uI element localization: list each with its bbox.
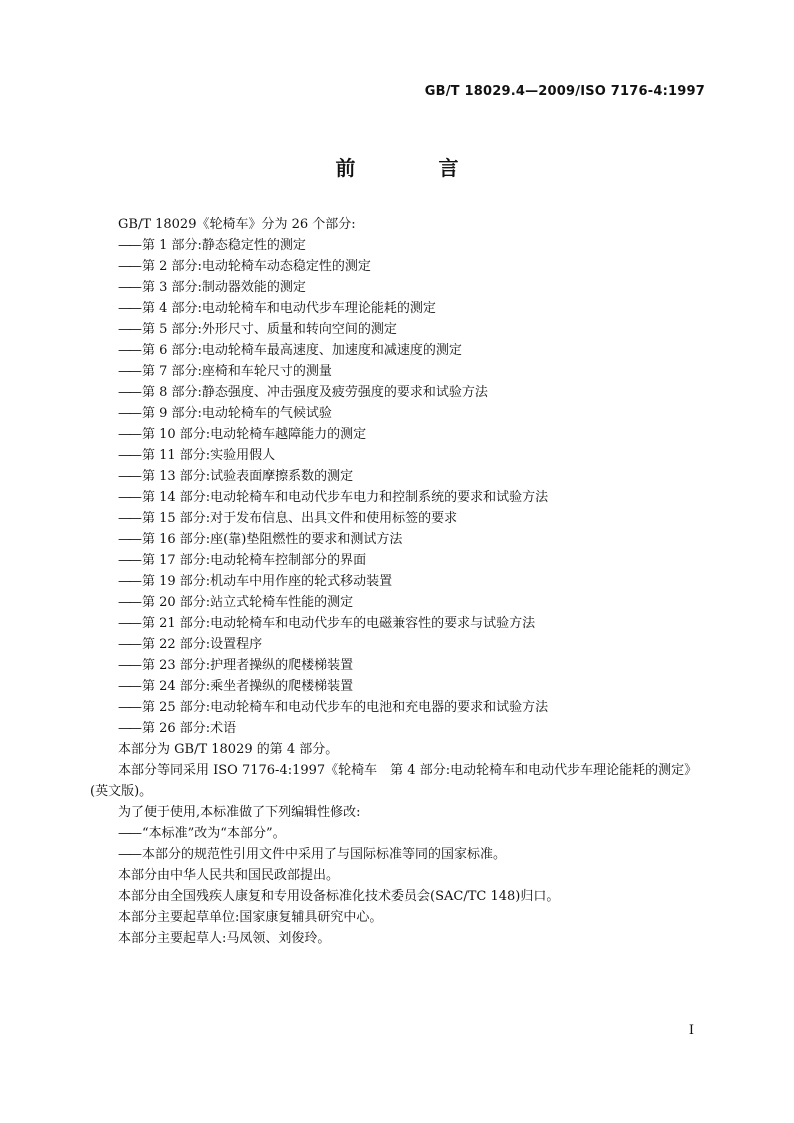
page-number: I (688, 1023, 694, 1038)
em-dash: —— (118, 721, 140, 736)
part-label: 第 13 部分:试验表面摩擦系数的测定 (142, 469, 354, 484)
list-item (90, 424, 704, 445)
edit-item (90, 844, 704, 865)
list-item (90, 571, 704, 592)
part-label: 第 8 部分:静态强度、冲击强度及疲劳强度的要求和试验方法 (142, 385, 488, 400)
em-dash: —— (118, 364, 140, 379)
list-item (90, 529, 704, 550)
list-item (90, 697, 704, 718)
em-dash: —— (118, 469, 140, 484)
list-item (90, 382, 704, 403)
list-item (90, 466, 704, 487)
em-dash: —— (118, 700, 140, 715)
em-dash: —— (118, 511, 140, 526)
em-dash: —— (118, 553, 140, 568)
list-item (90, 256, 704, 277)
em-dash: —— (118, 679, 140, 694)
em-dash: —— (118, 448, 140, 463)
edit-label: 本部分的规范性引用文件中采用了与国际标准等同的国家标准。 (142, 847, 507, 862)
list-item (90, 655, 704, 676)
em-dash: —— (118, 847, 140, 862)
standard-code: GB/T 18029.4—2009/ISO 7176-4:1997 (424, 84, 705, 99)
part-label: 第 21 部分:电动轮椅车和电动代步车的电磁兼容性的要求与试验方法 (142, 616, 536, 631)
part-label: 第 1 部分:静态稳定性的测定 (142, 238, 306, 253)
list-item (90, 445, 704, 466)
part-of-statement: 本部分为 GB/T 18029 的第 4 部分。 (118, 742, 339, 757)
list-item (90, 718, 704, 739)
preface-body (90, 214, 704, 949)
part-label: 第 14 部分:电动轮椅车和电动代步车电力和控制系统的要求和试验方法 (142, 490, 549, 505)
part-label: 第 6 部分:电动轮椅车最高速度、加速度和减速度的测定 (142, 343, 462, 358)
em-dash: —— (118, 490, 140, 505)
drafting-unit-statement: 本部分主要起草单位:国家康复辅具研究中心。 (118, 910, 383, 925)
em-dash: —— (118, 826, 140, 841)
part-label: 第 20 部分:站立式轮椅车性能的测定 (142, 595, 354, 610)
list-item (90, 340, 704, 361)
em-dash: —— (118, 637, 140, 652)
list-item (90, 403, 704, 424)
part-label: 第 10 部分:电动轮椅车越障能力的测定 (142, 427, 367, 442)
edits-intro: 为了便于使用,本标准做了下列编辑性修改: (118, 805, 361, 820)
em-dash: —— (118, 322, 140, 337)
part-label: 第 5 部分:外形尺寸、质量和转向空间的测定 (142, 322, 397, 337)
part-label: 第 4 部分:电动轮椅车和电动代步车理论能耗的测定 (142, 301, 436, 316)
list-item (90, 235, 704, 256)
em-dash: —— (118, 532, 140, 547)
part-label: 第 25 部分:电动轮椅车和电动代步车的电池和充电器的要求和试验方法 (142, 700, 549, 715)
edit-label: “本标准”改为“本部分”。 (142, 826, 286, 841)
list-item (90, 676, 704, 697)
list-item (90, 298, 704, 319)
em-dash: —— (118, 385, 140, 400)
em-dash: —— (118, 301, 140, 316)
proposed-by-statement: 本部分由中华人民共和国民政部提出。 (118, 868, 340, 883)
list-item (90, 361, 704, 382)
part-label: 第 22 部分:设置程序 (142, 637, 263, 652)
managed-by-statement: 本部分由全国残疾人康复和专用设备标准化技术委员会(SAC/TC 148)归口。 (118, 889, 560, 904)
em-dash: —— (118, 406, 140, 421)
list-item (90, 550, 704, 571)
list-item (90, 634, 704, 655)
part-label: 第 17 部分:电动轮椅车控制部分的界面 (142, 553, 367, 568)
list-item (90, 319, 704, 340)
em-dash: —— (118, 280, 140, 295)
em-dash: —— (118, 616, 140, 631)
list-item (90, 613, 704, 634)
list-item (90, 487, 704, 508)
edit-item (90, 823, 704, 844)
parts-list (90, 235, 704, 739)
part-label: 第 24 部分:乘坐者操纵的爬楼梯装置 (142, 679, 354, 694)
em-dash: —— (118, 658, 140, 673)
part-label: 第 11 部分:实验用假人 (142, 448, 276, 463)
part-label: 第 7 部分:座椅和车轮尺寸的测量 (142, 364, 332, 379)
em-dash: —— (118, 427, 140, 442)
part-label: 第 9 部分:电动轮椅车的气候试验 (142, 406, 332, 421)
em-dash: —— (118, 574, 140, 589)
list-item (90, 277, 704, 298)
part-label: 第 26 部分:术语 (142, 721, 237, 736)
em-dash: —— (118, 343, 140, 358)
em-dash: —— (118, 238, 140, 253)
intro-paragraph: GB/T 18029《轮椅车》分为 26 个部分: (118, 217, 356, 232)
part-label: 第 16 部分:座(靠)垫阻燃性的要求和测试方法 (142, 532, 403, 547)
part-label: 第 19 部分:机动车中用作座的轮式移动装置 (142, 574, 393, 589)
part-label: 第 2 部分:电动轮椅车动态稳定性的测定 (142, 259, 371, 274)
em-dash: —— (118, 595, 140, 610)
list-item (90, 508, 704, 529)
part-label: 第 23 部分:护理者操纵的爬楼梯装置 (142, 658, 354, 673)
part-label: 第 15 部分:对于发布信息、出具文件和使用标签的要求 (142, 511, 458, 526)
equivalent-statement-line1: 本部分等同采用 ISO 7176-4:1997《轮椅车 第 4 部分:电动轮椅车和电动代步车理论能耗的测定》 (118, 763, 698, 778)
equivalent-statement-line2: (英文版)。 (90, 784, 153, 799)
em-dash: —— (118, 259, 140, 274)
drafters-statement: 本部分主要起草人:马凤领、刘俊玲。 (118, 931, 331, 946)
list-item (90, 592, 704, 613)
page-title: 前 言 (335, 156, 497, 180)
part-label: 第 3 部分:制动器效能的测定 (142, 280, 306, 295)
